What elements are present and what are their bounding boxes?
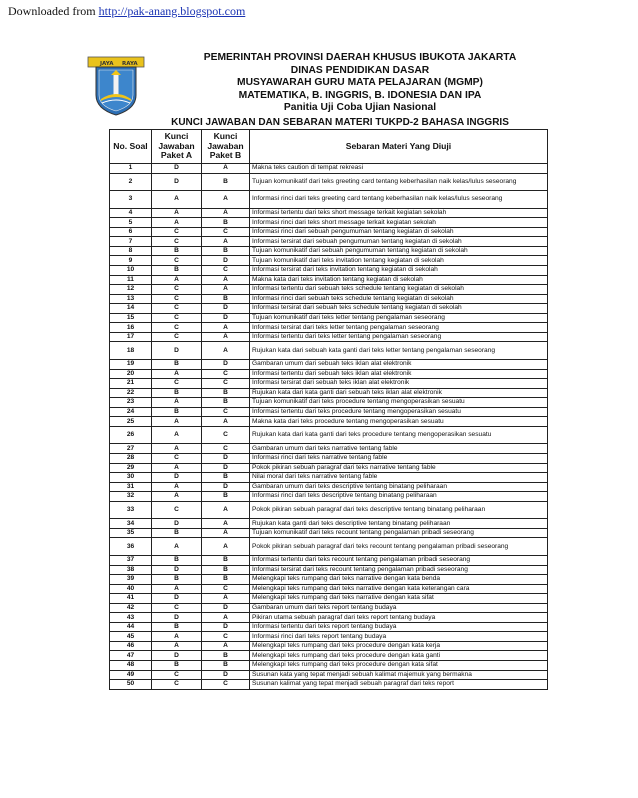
row-kunci-b: A [202, 417, 250, 427]
row-kunci-b: B [202, 246, 250, 256]
row-no: 50 [110, 680, 152, 690]
table-row [110, 191, 548, 209]
row-materi: Rujukan kata dari sebuah kata ganti dari teks letter tentang pengalaman seseorang [250, 342, 548, 360]
table-row [110, 453, 548, 463]
row-kunci-a: A [152, 584, 202, 594]
row-kunci-a: C [152, 227, 202, 237]
row-kunci-a: D [152, 613, 202, 623]
row-no: 44 [110, 622, 152, 632]
row-kunci-a: C [152, 603, 202, 613]
table-row [110, 594, 548, 604]
table-row [110, 173, 548, 191]
row-kunci-a: C [152, 304, 202, 314]
row-no: 15 [110, 313, 152, 323]
row-kunci-a: A [152, 492, 202, 502]
table-row [110, 575, 548, 585]
row-materi: Tujuan komunikatif dari sebuah pengumuman tentang kegiatan di sekolah [250, 246, 548, 256]
row-kunci-b: D [202, 304, 250, 314]
row-materi: Gambaran umum dari teks report tentang budaya [250, 603, 548, 613]
table-row [110, 256, 548, 266]
row-kunci-b: B [202, 575, 250, 585]
header-kunci-paket-b: Kunci Jawaban Paket B [202, 130, 250, 164]
row-no: 39 [110, 575, 152, 585]
row-no: 47 [110, 651, 152, 661]
row-kunci-a: B [152, 555, 202, 565]
table-row [110, 208, 548, 218]
row-kunci-b: D [202, 256, 250, 266]
row-materi: Informasi tertentu dari teks short message terkait kegiatan sekolah [250, 208, 548, 218]
row-materi: Informasi tersirat dari teks recount tentang pengalaman pribadi seseorang [250, 565, 548, 575]
row-materi: Informasi tersirat dari sebuah teks schedule tentang kegiatan di sekolah [250, 304, 548, 314]
download-notice [8, 4, 245, 19]
row-kunci-b: A [202, 641, 250, 651]
answer-key-table [109, 129, 548, 690]
row-materi: Pokok pikiran sebuah paragraf dari teks descriptive tentang binatang peliharaan [250, 501, 548, 519]
row-no: 10 [110, 266, 152, 276]
row-kunci-b: B [202, 473, 250, 483]
row-no: 2 [110, 173, 152, 191]
table-row [110, 632, 548, 642]
row-materi: Informasi tersirat dari sebuah teks iklan alat elektronik [250, 379, 548, 389]
row-kunci-a: B [152, 575, 202, 585]
row-materi: Makna teks caution di tempat rekreasi [250, 164, 548, 174]
row-no: 45 [110, 632, 152, 642]
table-row [110, 538, 548, 556]
table-row [110, 294, 548, 304]
row-kunci-a: A [152, 208, 202, 218]
header-no-soal: No. Soal [110, 130, 152, 164]
table-row [110, 641, 548, 651]
row-materi: Melengkapi teks rumpang dari teks narrative dengan kata benda [250, 575, 548, 585]
row-kunci-b: B [202, 388, 250, 398]
row-materi: Melengkapi teks rumpang dari teks procedure dengan kata ganti [250, 651, 548, 661]
row-kunci-b: A [202, 613, 250, 623]
row-materi: Informasi rinci dari teks descriptive tentang binatang peliharaan [250, 492, 548, 502]
row-kunci-a: C [152, 501, 202, 519]
row-kunci-a: A [152, 369, 202, 379]
row-no: 23 [110, 398, 152, 408]
row-kunci-b: C [202, 426, 250, 444]
row-kunci-b: D [202, 482, 250, 492]
logo-left-text: JAYA [100, 61, 114, 67]
row-kunci-b: C [202, 632, 250, 642]
row-materi: Makna kata dari teks invitation tentang kegiatan di sekolah [250, 275, 548, 285]
row-kunci-b: A [202, 332, 250, 342]
table-row [110, 342, 548, 360]
row-kunci-b: B [202, 651, 250, 661]
row-kunci-b: A [202, 285, 250, 295]
row-kunci-a: A [152, 218, 202, 228]
row-no: 38 [110, 565, 152, 575]
table-row [110, 237, 548, 247]
row-materi: Informasi rinci dari teks report tentang budaya [250, 632, 548, 642]
row-kunci-a: B [152, 388, 202, 398]
table-row [110, 622, 548, 632]
row-kunci-b: A [202, 191, 250, 209]
table-row [110, 313, 548, 323]
header-kunci-paket-a: Kunci Jawaban Paket A [152, 130, 202, 164]
row-kunci-b: C [202, 227, 250, 237]
row-kunci-b: B [202, 173, 250, 191]
table-row [110, 519, 548, 529]
row-no: 29 [110, 463, 152, 473]
table-row [110, 246, 548, 256]
dki-jakarta-logo [86, 55, 146, 117]
row-no: 48 [110, 660, 152, 670]
row-materi: Informasi tersirat dari teks letter tentang pengalaman seseorang [250, 323, 548, 333]
table-row [110, 218, 548, 228]
table-row [110, 304, 548, 314]
row-no: 13 [110, 294, 152, 304]
row-kunci-b: B [202, 398, 250, 408]
row-no: 41 [110, 594, 152, 604]
row-no: 43 [110, 613, 152, 623]
row-materi: Informasi rinci dari teks narrative tentang fable [250, 453, 548, 463]
row-kunci-a: B [152, 359, 202, 369]
table-row [110, 266, 548, 276]
table-row [110, 285, 548, 295]
row-kunci-b: A [202, 538, 250, 556]
row-kunci-b: D [202, 463, 250, 473]
row-materi: Melengkapi teks rumpang dari teks narrative dengan kata keterangan cara [250, 584, 548, 594]
row-kunci-a: D [152, 164, 202, 174]
table-row [110, 501, 548, 519]
row-no: 18 [110, 342, 152, 360]
row-kunci-a: C [152, 285, 202, 295]
row-kunci-a: A [152, 538, 202, 556]
row-kunci-a: B [152, 407, 202, 417]
row-kunci-b: A [202, 275, 250, 285]
row-kunci-a: C [152, 332, 202, 342]
row-kunci-b: D [202, 359, 250, 369]
row-kunci-a: C [152, 237, 202, 247]
row-kunci-a: C [152, 323, 202, 333]
header-line-5: Panitia Uji Coba Ujian Nasional [283, 102, 437, 114]
row-kunci-b: A [202, 594, 250, 604]
table-row [110, 227, 548, 237]
row-kunci-a: B [152, 246, 202, 256]
row-kunci-b: A [202, 519, 250, 529]
row-kunci-a: A [152, 417, 202, 427]
row-kunci-a: A [152, 482, 202, 492]
table-row [110, 651, 548, 661]
table-row [110, 323, 548, 333]
row-no: 25 [110, 417, 152, 427]
row-materi: Gambaran umum dari teks narrative tentang fable [250, 444, 548, 454]
table-row [110, 369, 548, 379]
row-no: 17 [110, 332, 152, 342]
row-no: 27 [110, 444, 152, 454]
row-no: 3 [110, 191, 152, 209]
table-row [110, 660, 548, 670]
table-row [110, 275, 548, 285]
row-kunci-a: B [152, 622, 202, 632]
table-row [110, 613, 548, 623]
row-no: 14 [110, 304, 152, 314]
row-kunci-b: A [202, 501, 250, 519]
row-materi: Informasi rinci dari sebuah pengumuman tentang kegiatan di sekolah [250, 227, 548, 237]
row-materi: Informasi tertentu dari sebuah teks schedule tentang kegiatan di sekolah [250, 285, 548, 295]
row-kunci-b: D [202, 313, 250, 323]
row-materi: Informasi tertentu dari sebuah teks iklan alat elektronik [250, 369, 548, 379]
row-no: 24 [110, 407, 152, 417]
table-row [110, 670, 548, 680]
download-link[interactable]: http://pak-anang.blogspot.com [98, 4, 246, 18]
table-row [110, 407, 548, 417]
row-materi: Melengkapi teks rumpang dari teks procedure dengan kata sifat [250, 660, 548, 670]
row-kunci-a: C [152, 453, 202, 463]
row-no: 5 [110, 218, 152, 228]
logo-right-text: RAYA [122, 61, 138, 67]
row-no: 11 [110, 275, 152, 285]
row-kunci-a: A [152, 191, 202, 209]
row-kunci-a: D [152, 342, 202, 360]
row-no: 19 [110, 359, 152, 369]
row-kunci-b: C [202, 407, 250, 417]
download-prefix: Downloaded from [8, 4, 99, 18]
row-materi: Informasi rinci dari teks greeting card tentang keberhasilan naik kelas/lulus seseorang [250, 191, 548, 209]
row-materi: Informasi tersirat dari sebuah pengumuman tentang kegiatan di sekolah [250, 237, 548, 247]
row-materi: Pikiran utama sebuah paragraf dari teks report tentang budaya [250, 613, 548, 623]
row-no: 26 [110, 426, 152, 444]
table-row [110, 473, 548, 483]
table-row [110, 444, 548, 454]
table-row [110, 332, 548, 342]
row-materi: Gambaran umum dari teks descriptive tentang binatang peliharaan [250, 482, 548, 492]
row-no: 8 [110, 246, 152, 256]
row-no: 46 [110, 641, 152, 651]
row-kunci-a: A [152, 641, 202, 651]
row-kunci-b: A [202, 342, 250, 360]
row-no: 36 [110, 538, 152, 556]
row-no: 12 [110, 285, 152, 295]
row-kunci-b: C [202, 379, 250, 389]
table-row [110, 555, 548, 565]
dki-jakarta-emblem-icon [86, 55, 146, 117]
row-materi: Informasi tertentu dari teks report tentang budaya [250, 622, 548, 632]
row-no: 7 [110, 237, 152, 247]
row-no: 33 [110, 501, 152, 519]
table-row [110, 417, 548, 427]
row-no: 9 [110, 256, 152, 266]
row-materi: Tujuan komunikatif dari teks letter tentang pengalaman seseorang [250, 313, 548, 323]
row-kunci-b: C [202, 444, 250, 454]
row-kunci-b: C [202, 266, 250, 276]
row-no: 30 [110, 473, 152, 483]
header-sebaran-materi: Sebaran Materi Yang Diuji [250, 130, 548, 164]
row-kunci-a: C [152, 680, 202, 690]
row-kunci-a: D [152, 473, 202, 483]
row-kunci-a: A [152, 463, 202, 473]
header-line-2: DINAS PENDIDIKAN DASAR [290, 64, 430, 76]
row-kunci-b: A [202, 164, 250, 174]
row-materi: Tujuan komunikatif dari teks greeting card tentang keberhasilan naik kelas/lulus seseorang [250, 173, 548, 191]
row-kunci-b: D [202, 603, 250, 613]
row-no: 32 [110, 492, 152, 502]
row-kunci-a: C [152, 379, 202, 389]
row-materi: Rujukan kata ganti dari teks descriptive tentang binatang peliharaan [250, 519, 548, 529]
row-materi: Tujuan komunikatif dari teks recount tentang pengalaman pribadi seseorang [250, 528, 548, 538]
row-kunci-a: B [152, 660, 202, 670]
table-row [110, 426, 548, 444]
table-body [110, 164, 548, 690]
row-materi: Makna kata dari teks procedure tentang mengoperasikan sesuatu [250, 417, 548, 427]
row-kunci-a: C [152, 670, 202, 680]
header-line-1: PEMERINTAH PROVINSI DAERAH KHUSUS IBUKOTA JAKARTA [203, 52, 517, 63]
row-no: 21 [110, 379, 152, 389]
row-materi: Informasi rinci dari teks short message terkait kegiatan sekolah [250, 218, 548, 228]
table-row [110, 492, 548, 502]
row-no: 4 [110, 208, 152, 218]
row-kunci-b: D [202, 453, 250, 463]
table-row [110, 379, 548, 389]
table-row [110, 680, 548, 690]
row-materi: Informasi rinci dari sebuah teks schedule tentang kegiatan di sekolah [250, 294, 548, 304]
row-no: 42 [110, 603, 152, 613]
row-kunci-a: C [152, 294, 202, 304]
row-no: 16 [110, 323, 152, 333]
row-kunci-b: B [202, 555, 250, 565]
row-kunci-a: A [152, 275, 202, 285]
row-kunci-b: A [202, 528, 250, 538]
row-materi: Pokok pikiran sebuah paragraf dari teks narrative tentang fable [250, 463, 548, 473]
row-no: 20 [110, 369, 152, 379]
row-materi: Gambaran umum dari sebuah teks iklan alat elektronik [250, 359, 548, 369]
row-no: 22 [110, 388, 152, 398]
row-no: 35 [110, 528, 152, 538]
header-line-3: MUSYAWARAH GURU MATA PELAJARAN (MGMP) [237, 77, 483, 89]
row-kunci-a: D [152, 565, 202, 575]
row-no: 37 [110, 555, 152, 565]
row-no: 49 [110, 670, 152, 680]
row-materi: Tujuan komunikatif dari teks procedure tentang mengoperasikan sesuatu [250, 398, 548, 408]
row-kunci-b: A [202, 323, 250, 333]
row-kunci-b: B [202, 218, 250, 228]
row-no: 1 [110, 164, 152, 174]
row-materi: Rujukan kata dari kata ganti dari teks procedure tentang mengoperasikan sesuatu [250, 426, 548, 444]
row-kunci-b: B [202, 294, 250, 304]
row-kunci-b: A [202, 208, 250, 218]
document-title: KUNCI JAWABAN DAN SEBARAN MATERI TUKPD-2 BAHASA INGGRIS [171, 117, 509, 128]
row-no: 28 [110, 453, 152, 463]
table-row [110, 528, 548, 538]
table-row [110, 584, 548, 594]
row-kunci-a: D [152, 173, 202, 191]
row-kunci-b: B [202, 660, 250, 670]
row-no: 40 [110, 584, 152, 594]
row-kunci-a: A [152, 632, 202, 642]
row-materi: Informasi tersirat dari teks invitation tentang kegiatan di sekolah [250, 266, 548, 276]
table-row [110, 463, 548, 473]
row-kunci-a: D [152, 651, 202, 661]
row-kunci-b: C [202, 584, 250, 594]
table-header-row [110, 130, 548, 164]
header-line-4: MATEMATIKA, B. INGGRIS, B. IDONESIA DAN IPA [238, 89, 482, 101]
row-kunci-a: C [152, 256, 202, 266]
row-kunci-b: A [202, 237, 250, 247]
row-kunci-b: D [202, 622, 250, 632]
row-kunci-a: C [152, 313, 202, 323]
letterhead [150, 52, 570, 115]
row-kunci-a: D [152, 594, 202, 604]
row-no: 31 [110, 482, 152, 492]
table-row [110, 398, 548, 408]
row-materi: Informasi tertentu dari teks procedure tentang mengoperasikan sesuatu [250, 407, 548, 417]
row-materi: Informasi tertentu dari teks letter tentang pengalaman seseorang [250, 332, 548, 342]
row-kunci-a: B [152, 528, 202, 538]
row-materi: Nilai moral dari teks narrative tentang fable [250, 473, 548, 483]
row-materi: Pokok pikiran sebuah paragraf dari teks recount tentang pengalaman pribadi seseorang [250, 538, 548, 556]
table-row [110, 603, 548, 613]
row-kunci-b: B [202, 565, 250, 575]
row-no: 34 [110, 519, 152, 529]
row-kunci-a: A [152, 444, 202, 454]
row-kunci-b: C [202, 680, 250, 690]
row-kunci-a: A [152, 426, 202, 444]
row-materi: Melengkapi teks rumpang dari teks procedure dengan kata kerja [250, 641, 548, 651]
row-kunci-b: D [202, 670, 250, 680]
table-row [110, 482, 548, 492]
row-no: 6 [110, 227, 152, 237]
row-materi: Susunan kalimat yang tepat menjadi sebuah paragraf dari teks report [250, 680, 548, 690]
row-materi: Informasi tertentu dari teks recount tentang pengalaman pribadi seseorang [250, 555, 548, 565]
row-materi: Tujuan komunikatif dari teks invitation tentang kegiatan di sekolah [250, 256, 548, 266]
table-row [110, 388, 548, 398]
row-kunci-b: C [202, 369, 250, 379]
row-kunci-b: B [202, 492, 250, 502]
table-row [110, 164, 548, 174]
row-materi: Melengkapi teks rumpang dari teks narrative dengan kata sifat [250, 594, 548, 604]
table-row [110, 565, 548, 575]
row-kunci-a: B [152, 266, 202, 276]
row-materi: Susunan kata yang tepat menjadi sebuah kalimat majemuk yang bermakna [250, 670, 548, 680]
table-row [110, 359, 548, 369]
row-kunci-a: D [152, 519, 202, 529]
row-materi: Rujukan kata dari kata ganti dari sebuah teks iklan alat elektronik [250, 388, 548, 398]
row-kunci-a: A [152, 398, 202, 408]
